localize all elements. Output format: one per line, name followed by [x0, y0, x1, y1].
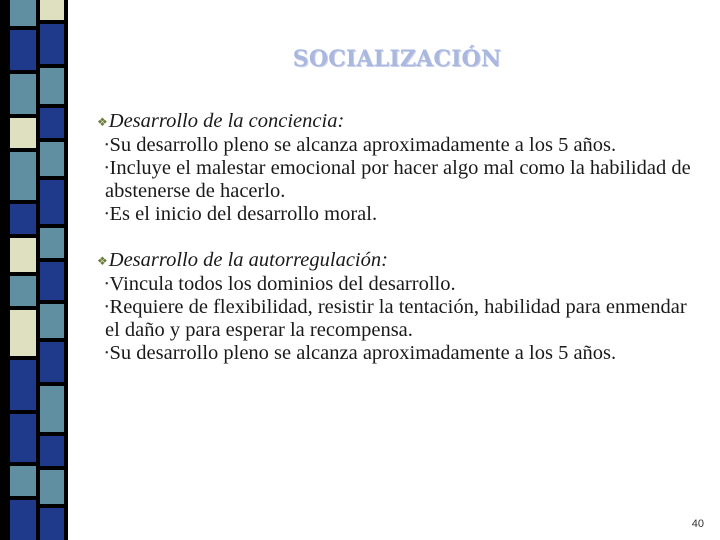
stripe-block — [10, 74, 36, 114]
stripe-block — [40, 386, 64, 432]
dot-bullet-icon: • — [105, 279, 109, 290]
dot-bullet-icon: • — [105, 209, 109, 220]
dot-bullet-icon: • — [105, 140, 109, 151]
list-item — [105, 134, 705, 157]
stripe-block — [10, 310, 36, 356]
stripe-block — [10, 466, 36, 496]
list-item-text: Incluye el malestar emocional por hacer algo mal como la habilidad de abstenerse de hacerlo. — [105, 157, 691, 202]
list-item-text: Requiere de flexibilidad, resistir la tentación, habilidad para enmendar el daño y para esperar la recompensa. — [105, 296, 687, 341]
dot-bullet-icon: • — [105, 302, 109, 313]
stripe-block — [10, 0, 36, 26]
section-heading: ❖Desarrollo de la conciencia: — [97, 110, 345, 132]
list-item-text: Su desarrollo pleno se alcanza aproximadamente a los 5 años. — [109, 342, 617, 364]
stripe-block — [10, 414, 36, 462]
slide-body — [97, 110, 705, 365]
section-heading: ❖Desarrollo de la autorregulación: — [97, 249, 388, 271]
stripe-block — [40, 228, 64, 258]
stripe-block — [40, 0, 64, 20]
stripe-block — [40, 304, 64, 338]
stripe-block — [10, 360, 36, 410]
section-heading-text: Desarrollo de la autorregulación — [108, 249, 382, 271]
stripe-block — [40, 470, 64, 504]
list-item-text: Su desarrollo pleno se alcanza aproximadamente a los 5 años. — [109, 134, 617, 156]
stripe-block — [10, 500, 36, 540]
list-item — [105, 296, 705, 342]
list-item — [105, 157, 705, 203]
list-item — [105, 273, 705, 296]
stripe-block — [10, 152, 36, 200]
stripe-block — [40, 180, 64, 224]
stripe-block — [40, 342, 64, 382]
stripe-block — [10, 238, 36, 272]
decorative-stripe — [0, 0, 68, 540]
dot-bullet-icon: • — [105, 163, 109, 174]
stripe-block — [40, 108, 64, 138]
list-item-text: Vincula todos los dominios del desarrollo. — [109, 273, 456, 295]
stripe-block — [40, 68, 64, 104]
stripe-block — [40, 436, 64, 466]
list-item — [105, 203, 705, 226]
page-number: 40 — [691, 518, 704, 530]
dot-bullet-icon: • — [105, 348, 109, 359]
list-item — [105, 342, 705, 365]
stripe-block — [40, 142, 64, 176]
stripe-block — [10, 118, 36, 148]
list-item-text: Es el inicio del desarrollo moral. — [109, 203, 378, 225]
stripe-block — [40, 262, 64, 300]
stripe-block — [40, 508, 64, 540]
diamond-bullet-icon: ❖ — [97, 254, 108, 268]
diamond-bullet-icon: ❖ — [97, 115, 108, 129]
section-heading-text: Desarrollo de la conciencia — [108, 110, 338, 132]
stripe-block — [10, 276, 36, 306]
stripe-block — [10, 204, 36, 234]
slide-title: SOCIALIZACIÓN — [292, 46, 502, 72]
